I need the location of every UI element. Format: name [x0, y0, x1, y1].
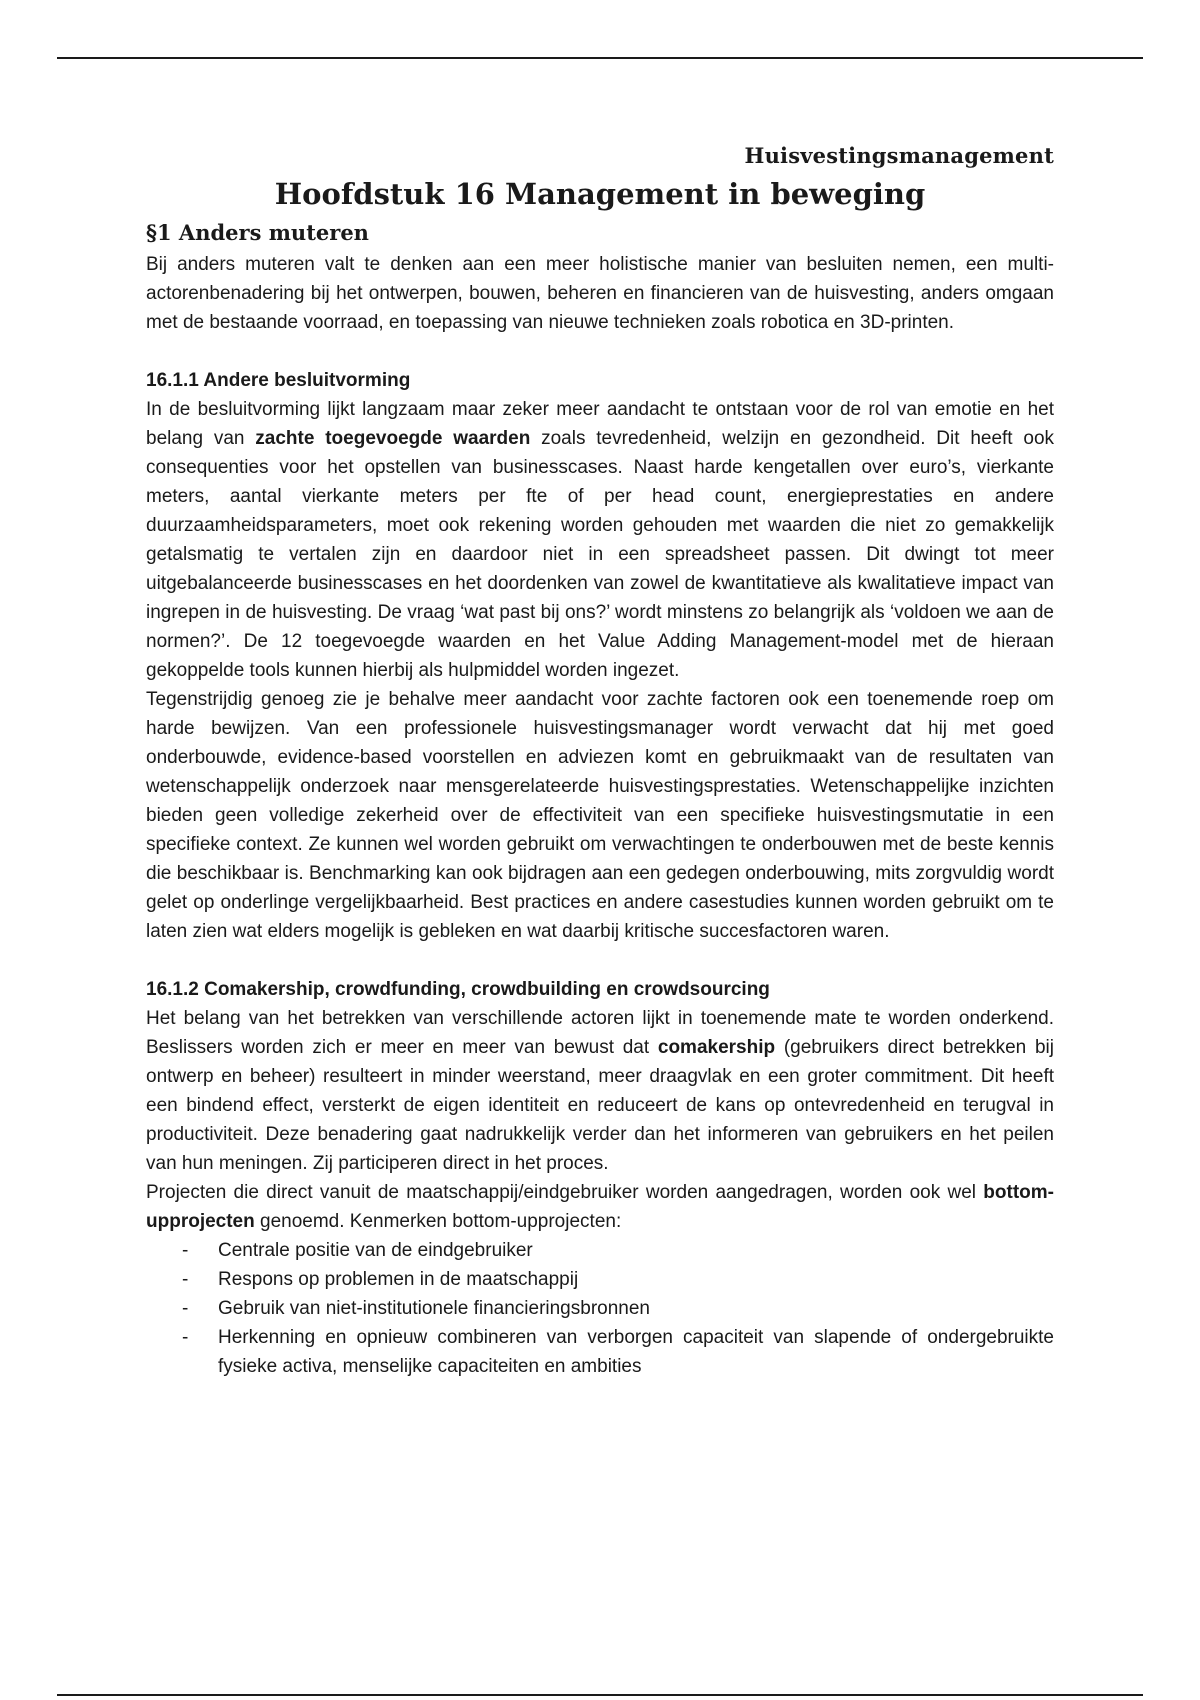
dash-bullet: -	[182, 1240, 189, 1261]
bottom-up-kenmerken-list	[146, 1236, 1054, 1381]
dash-bullet: -	[182, 1298, 189, 1319]
subsection-heading-16-1-1: 16.1.1 Andere besluitvorming	[146, 370, 411, 391]
bottom-rule	[57, 1694, 1143, 1696]
dash-bullet: -	[182, 1269, 189, 1290]
text-run: Het belang van het betrekken van verschillende actoren lijkt in toenemende mate te worden onderkend. Beslissers worden zich er meer en meer van bewust dat	[146, 1008, 1054, 1058]
bold-term-zachte-waarden: zachte toegevoegde waarden	[255, 428, 531, 449]
list-item-text: Gebruik van niet-institutionele financieringsbronnen	[218, 1298, 650, 1319]
text-run: genoemd. Kenmerken bottom-upprojecten:	[254, 1211, 622, 1232]
list-item	[146, 1323, 1054, 1381]
bold-term-bottom-upprojecten: bottom-upprojecten	[146, 1182, 1054, 1232]
text-run: In de besluitvorming lijkt langzaam maar zeker meer aandacht te ontstaan voor de rol van emotie en het belang van	[146, 399, 1054, 449]
intro-paragraph: Bij anders muteren valt te denken aan een meer holistische manier van besluiten nemen, een multi-actorenbenadering bij het ontwerpen, bouwen, beheren en financieren van de huisvesting, anders omgaan met de bestaande voorraad, en toepassing van nieuwe technieken zoals robotica en 3D-printen.	[146, 254, 1054, 333]
list-item	[146, 1265, 1054, 1294]
paragraph-harde-bewijzen: Tegenstrijdig genoeg zie je behalve meer aandacht voor zachte factoren ook een toenemende roep om harde bewijzen. Van een professionele huisvestingsmanager wordt verwacht dat hij met goed onderbouwde, evidence-based voorstellen en adviezen komt en gebruikmaakt van de resultaten van wetenschappelijk onderzoek naar mensgerelateerde huisvestingsprestaties. Wetenschappelijke inzichten bieden geen volledige zekerheid over de effectiviteit van een specifieke huisvestingsmutatie in een specifieke context. Ze kunnen wel worden gebruikt om verwachtingen te onderbouwen met de beste kennis die beschikbaar is. Benchmarking kan ook bijdragen aan een gedegen onderbouwing, mits zorgvuldig wordt gelet op onderlinge vergelijkbaarheid. Best practices en andere casestudies kunnen worden gebruikt om te laten zien wat elders mogelijk is gebleken en wat daarbij kritische succesfactoren waren.	[146, 689, 1054, 942]
text-run: (gebruikers direct betrekken bij ontwerp en beheer) resulteert in minder weerstand, meer draagvlak en een groter commitment. Dit heeft een bindend effect, versterkt de eigen identiteit en reduceert de kans op ontevredenheid en terugval in productiviteit. Deze benadering gaat nadrukkelijk verder dan het informeren van gebruikers en het peilen van hun meningen. Zij participeren direct in het proces.	[146, 1037, 1054, 1174]
subsection-heading-16-1-2: 16.1.2 Comakership, crowdfunding, crowdbuilding en crowdsourcing	[146, 979, 770, 1000]
spacer	[146, 337, 1054, 366]
text-run: zoals tevredenheid, welzijn en gezondheid. Dit heeft ook consequenties voor het opstellen van businesscases. Naast harde kengetallen over euro’s, vierkante meters, aantal vierkante meters per fte of per head count, energieprestaties en andere duurzaamheidsparameters, moet ook rekening worden gehouden met waarden die niet zo gemakkelijk getalsmatig te vertalen zijn en daardoor niet in een spreadsheet passen. Dit dwingt tot meer uitgebalanceerde businesscases en het doordenken van zowel de kwantitatieve als kwalitatieve impact van ingrepen in de huisvesting. De vraag ‘wat past bij ons?’ wordt minstens zo belangrijk als ‘voldoen we aan de normen?’. De 12 toegevoegde waarden en het Value Adding Management-model met de hieraan gekoppelde tools kunnen hierbij als hulpmiddel worden ingezet.	[146, 428, 1055, 681]
list-item	[146, 1294, 1054, 1323]
list-item-text: Herkenning en opnieuw combineren van verborgen capaciteit van slapende of ondergebruikte fysieke activa, menselijke capaciteiten en ambities	[218, 1327, 1054, 1377]
paragraph-besluitvorming	[146, 395, 1054, 685]
chapter-title: Hoofdstuk 16 Management in beweging	[274, 177, 926, 211]
spacer	[146, 946, 1054, 975]
running-header: Huisvestingsmanagement	[744, 143, 1054, 168]
paragraph-bottom-up	[146, 1178, 1054, 1236]
body-flow	[146, 250, 1054, 1381]
top-rule	[57, 57, 1143, 59]
section-title: §1 Anders muteren	[146, 220, 369, 245]
bold-term-comakership: comakership	[657, 1037, 776, 1058]
dash-bullet: -	[182, 1327, 189, 1348]
list-item	[146, 1236, 1054, 1265]
paragraph-comakership	[146, 1004, 1054, 1178]
list-item-text: Respons op problemen in de maatschappij	[218, 1269, 579, 1290]
list-item-text: Centrale positie van de eindgebruiker	[218, 1240, 533, 1261]
text-run: Projecten die direct vanuit de maatschappij/eindgebruiker worden aangedragen, worden ook wel	[146, 1182, 984, 1203]
